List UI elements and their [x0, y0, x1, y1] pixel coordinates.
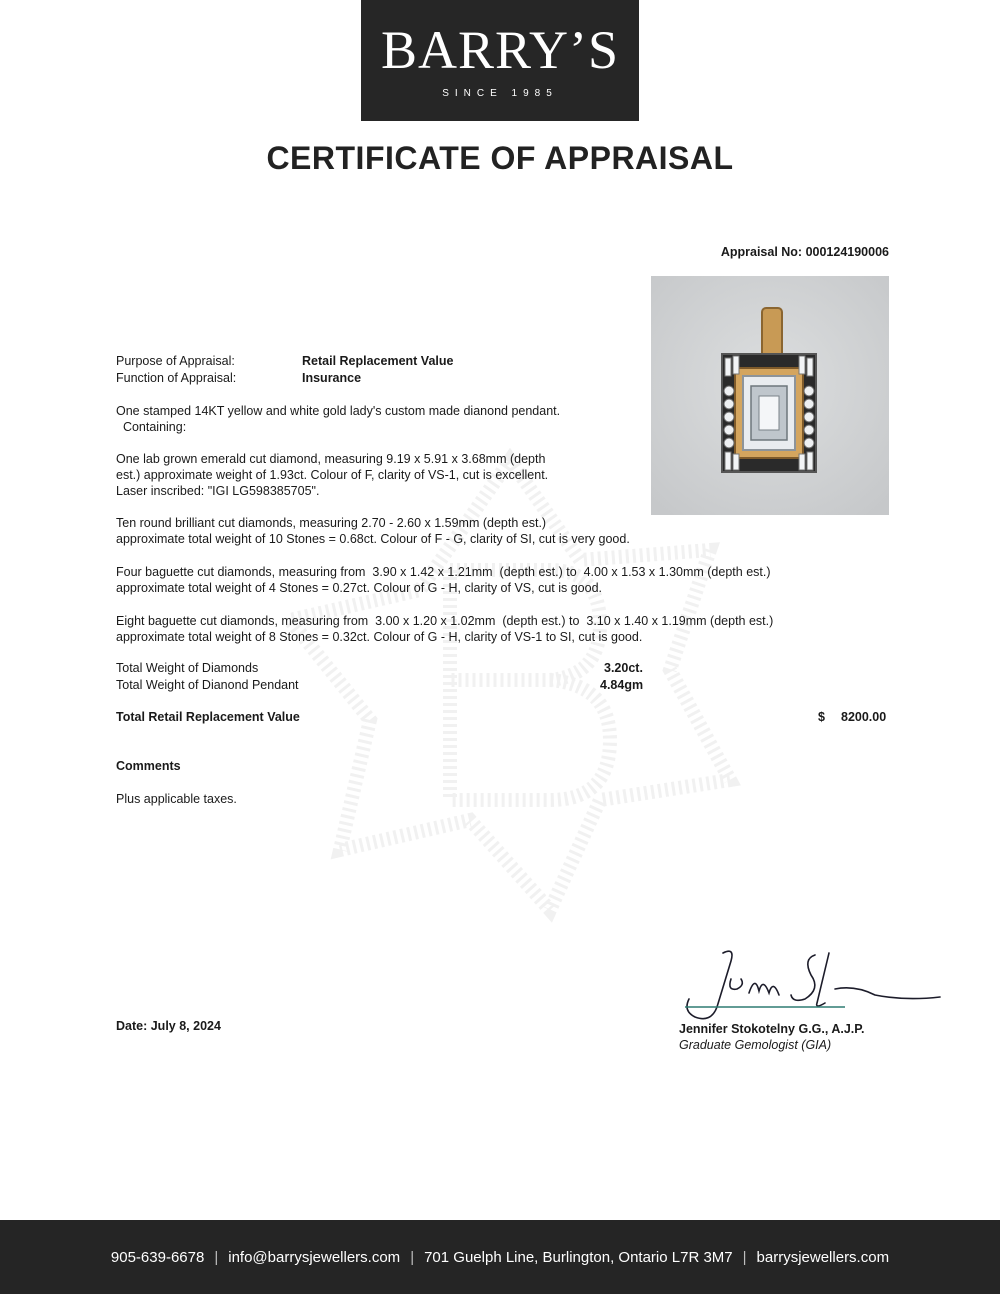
item4-line-1: Eight baguette cut diamonds, measuring from 3.00 x 1.20 x 1.02mm (depth est.) to 3.10 x 1.40 x 1.19mm (depth est.) [116, 614, 774, 628]
item1-line-3: Laser inscribed: "IGI LG598385705". [116, 484, 320, 498]
function-value: Insurance [302, 371, 362, 385]
comments-heading: Comments [116, 759, 181, 773]
signature-mark [665, 945, 955, 1030]
footer-email: info@barrysjewellers.com [228, 1248, 401, 1266]
appraisal-number: Appraisal No: 000124190006 [720, 245, 889, 259]
brand-since: SINCE 1985 [442, 88, 558, 99]
pendant-photo [651, 276, 889, 515]
footer-separator: | [742, 1248, 747, 1266]
total-pendant-value: 4.84gm [600, 678, 644, 692]
footer-address: 701 Guelph Line, Burlington, Ontario L7R 3M7 [424, 1248, 733, 1266]
item1-line-2: est.) approximate weight of 1.93ct. Colour of F, clarity of VS-1, cut is excellent. [116, 468, 549, 482]
total-retail-label: Total Retail Replacement Value [116, 710, 300, 724]
brand-name: BARRY’S [380, 20, 620, 80]
brand-logo [361, 0, 639, 121]
item3-line-1: Four baguette cut diamonds, measuring from 3.90 x 1.42 x 1.21mm (depth est.) to 4.00 x 1.53 x 1.30mm (depth est.) [116, 565, 771, 579]
total-diamonds-label: Total Weight of Diamonds [116, 661, 259, 675]
footer-phone: 905-639-6678 [110, 1248, 205, 1266]
item2-line-1: Ten round brilliant cut diamonds, measuring 2.70 - 2.60 x 1.59mm (depth est.) [116, 516, 547, 530]
function-label: Function of Appraisal: [116, 371, 237, 385]
item4-line-2: approximate total weight of 8 Stones = 0.32ct. Colour of G - H, clarity of VS-1 to SI, cut is good. [116, 630, 643, 644]
item1-line-1: One lab grown emerald cut diamond, measuring 9.19 x 5.91 x 3.68mm (depth [116, 452, 546, 466]
total-pendant-label: Total Weight of Dianond Pendant [116, 678, 299, 692]
footer-contact-bar [0, 1220, 1000, 1294]
appraisal-date: Date: July 8, 2024 [116, 1019, 221, 1033]
page-title: CERTIFICATE OF APPRAISAL [266, 140, 734, 176]
retail-currency: $ [818, 710, 825, 724]
total-diamonds-value: 3.20ct. [604, 661, 643, 675]
comments-text: Plus applicable taxes. [116, 792, 237, 806]
footer-website: barrysjewellers.com [756, 1248, 890, 1266]
intro-line-1: One stamped 14KT yellow and white gold lady's custom made dianond pendant. [116, 404, 561, 418]
purpose-label: Purpose of Appraisal: [116, 354, 235, 368]
purpose-value: Retail Replacement Value [302, 354, 454, 368]
retail-value: 8200.00 [841, 710, 887, 724]
intro-line-2: Containing: [116, 420, 187, 434]
footer-separator: | [410, 1248, 415, 1266]
item3-line-2: approximate total weight of 4 Stones = 0.27ct. Colour of G - H, clarity of VS, cut is good. [116, 581, 603, 595]
pendant-image [651, 276, 889, 515]
signer-name: Jennifer Stokotelny G.G., A.J.P. [679, 1022, 865, 1036]
footer-separator: | [214, 1248, 219, 1266]
signer-title: Graduate Gemologist (GIA) [679, 1038, 832, 1052]
item2-line-2: approximate total weight of 10 Stones = 0.68ct. Colour of F - G, clarity of SI, cut is very good. [116, 532, 630, 546]
